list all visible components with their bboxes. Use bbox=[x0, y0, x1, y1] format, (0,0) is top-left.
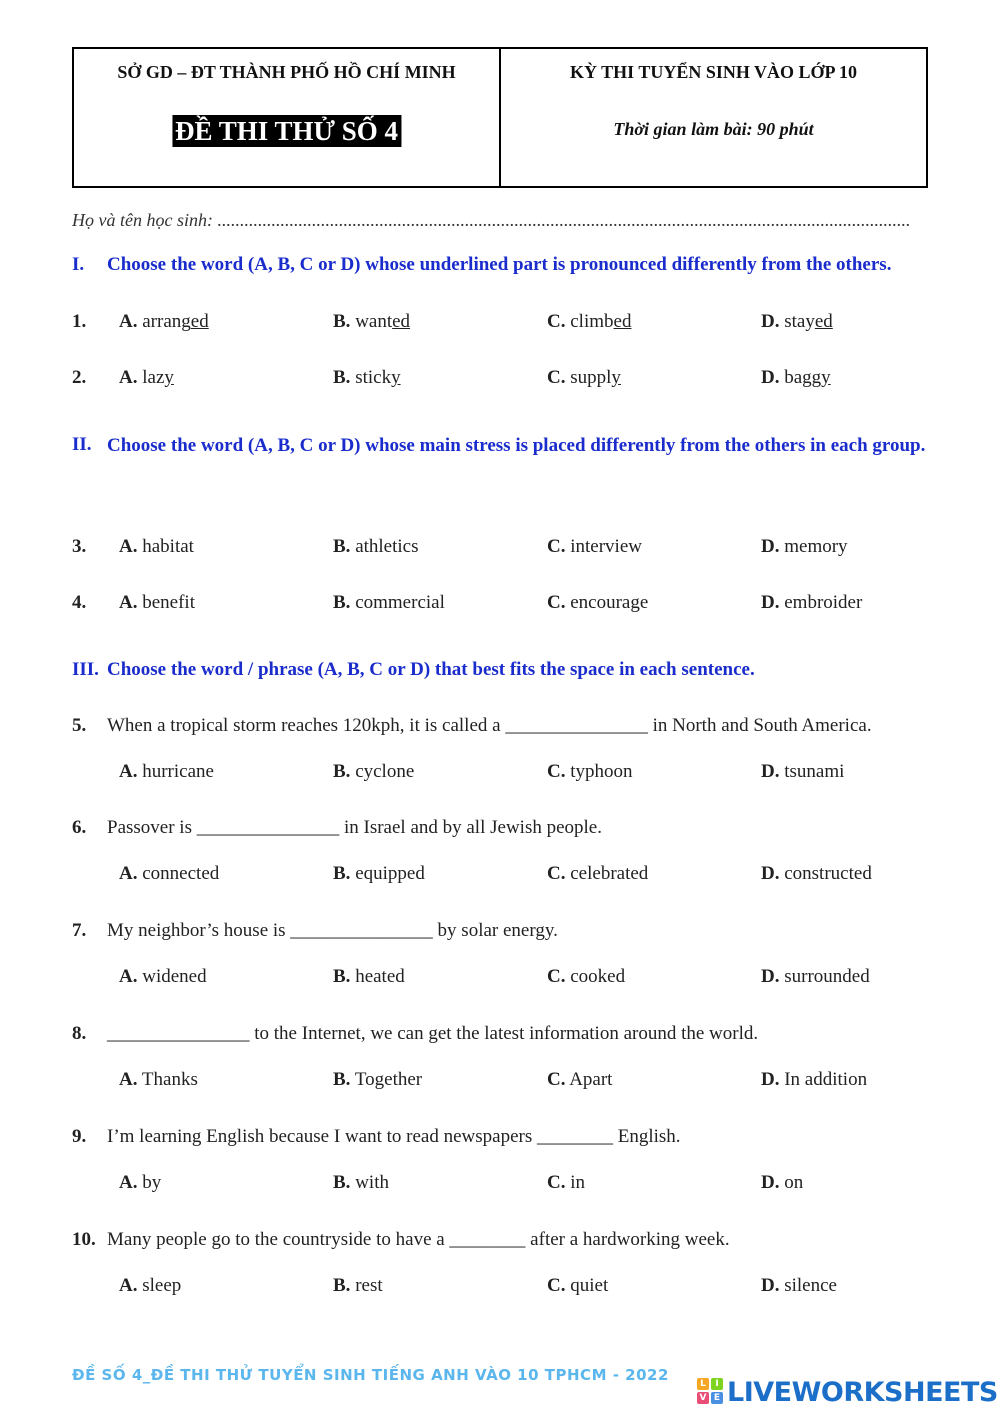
option-text: stay bbox=[784, 311, 815, 332]
option-text: memory bbox=[784, 536, 848, 557]
option-letter: C. bbox=[547, 1172, 566, 1193]
section-number: I. bbox=[72, 254, 85, 275]
option-letter: D. bbox=[761, 966, 780, 987]
question-stem: _______________ to the Internet, we can get the latest information around the world. bbox=[107, 1023, 759, 1044]
answer-option-b[interactable] bbox=[333, 966, 405, 988]
section-2-heading bbox=[72, 434, 928, 469]
exam-time: Thời gian làm bài: 90 phút bbox=[613, 119, 814, 139]
option-letter: D. bbox=[761, 536, 780, 557]
answer-option-b[interactable] bbox=[333, 1275, 383, 1297]
option-text: Thanks bbox=[141, 1069, 198, 1090]
option-letter: A. bbox=[119, 761, 138, 782]
answer-option-b[interactable] bbox=[333, 592, 445, 614]
answer-options bbox=[119, 367, 979, 391]
option-text: want bbox=[355, 311, 393, 332]
liveworksheets-logo[interactable] bbox=[697, 1376, 998, 1408]
option-letter: B. bbox=[333, 592, 351, 613]
option-text: athletics bbox=[355, 536, 419, 557]
option-text: climb bbox=[570, 311, 614, 332]
answer-options bbox=[119, 863, 979, 887]
answer-option-a[interactable] bbox=[119, 1172, 161, 1194]
option-text: stick bbox=[355, 367, 392, 388]
section-number: II. bbox=[72, 434, 92, 455]
exam-name: KỲ THI TUYỂN SINH VÀO LỚP 10 bbox=[569, 62, 858, 82]
option-underlined-part: y bbox=[391, 367, 401, 388]
question-number: 5. bbox=[72, 715, 87, 736]
answer-option-d[interactable] bbox=[761, 1275, 837, 1297]
answer-option-d[interactable] bbox=[761, 863, 872, 885]
option-letter: D. bbox=[761, 311, 780, 332]
option-letter: B. bbox=[333, 761, 351, 782]
answer-options bbox=[119, 1069, 979, 1093]
option-text: arrang bbox=[142, 311, 191, 332]
option-letter: D. bbox=[761, 592, 780, 613]
option-letter: B. bbox=[333, 1069, 351, 1090]
option-letter: D. bbox=[761, 1172, 780, 1193]
option-text: encourage bbox=[570, 592, 649, 613]
answer-option-d[interactable] bbox=[761, 536, 848, 558]
section-number: III. bbox=[72, 659, 99, 680]
option-letter: C. bbox=[547, 536, 566, 557]
answer-option-c[interactable] bbox=[547, 863, 648, 885]
answer-option-b[interactable] bbox=[333, 863, 425, 885]
option-text: hurricane bbox=[142, 761, 214, 782]
option-text: sleep bbox=[142, 1275, 182, 1296]
option-letter: C. bbox=[547, 1275, 566, 1296]
logo-text: LIVEWORKSHEETS bbox=[727, 1376, 998, 1408]
option-text: heated bbox=[355, 966, 405, 987]
option-text: embroider bbox=[784, 592, 863, 613]
answer-options bbox=[119, 1172, 979, 1196]
answer-option-b[interactable] bbox=[333, 536, 419, 558]
answer-option-c[interactable] bbox=[547, 966, 625, 988]
answer-option-d[interactable] bbox=[761, 592, 862, 614]
option-text: silence bbox=[784, 1275, 837, 1296]
option-text: benefit bbox=[142, 592, 195, 613]
answer-options bbox=[119, 311, 979, 335]
option-underlined-part: ed bbox=[190, 311, 209, 332]
option-letter: A. bbox=[119, 1172, 138, 1193]
option-text: Apart bbox=[569, 1069, 613, 1090]
answer-option-c[interactable] bbox=[547, 367, 621, 389]
question-number: 2. bbox=[72, 367, 87, 388]
option-text: In addition bbox=[784, 1069, 868, 1090]
option-letter: D. bbox=[761, 1069, 780, 1090]
answer-options bbox=[119, 536, 979, 560]
answer-options bbox=[119, 966, 979, 990]
option-text: rest bbox=[355, 1275, 383, 1296]
answer-option-a[interactable] bbox=[119, 592, 195, 614]
answer-option-d[interactable] bbox=[761, 311, 833, 333]
answer-option-d[interactable] bbox=[761, 367, 831, 389]
option-text: by bbox=[142, 1172, 162, 1193]
question-number: 1. bbox=[72, 311, 87, 332]
answer-option-b[interactable] bbox=[333, 367, 401, 389]
answer-option-a[interactable] bbox=[119, 1069, 198, 1091]
answer-option-b[interactable] bbox=[333, 1172, 389, 1194]
section-instruction: Choose the word (A, B, C or D) whose underlined part is pronounced differently from the others. bbox=[107, 254, 892, 275]
answer-options bbox=[119, 761, 979, 785]
option-letter: C. bbox=[547, 367, 566, 388]
option-letter: B. bbox=[333, 536, 351, 557]
footer-caption: ĐỀ SỐ 4_ĐỀ THI THỬ TUYỂN SINH TIẾNG ANH VÀO 10 TPHCM - 2022 bbox=[72, 1366, 669, 1384]
option-letter: B. bbox=[333, 863, 351, 884]
option-letter: C. bbox=[547, 761, 566, 782]
section-3-heading bbox=[72, 659, 928, 681]
exam-title: ĐỀ THI THỬ SỐ 4 bbox=[172, 115, 401, 147]
question-number: 8. bbox=[72, 1023, 87, 1044]
option-letter: D. bbox=[761, 1275, 780, 1296]
option-letter: D. bbox=[761, 761, 780, 782]
liveworksheets-logo-icon: L I V E bbox=[697, 1378, 725, 1406]
option-text: laz bbox=[142, 367, 165, 388]
question-number: 9. bbox=[72, 1126, 87, 1147]
option-letter: A. bbox=[119, 966, 138, 987]
answer-option-c[interactable] bbox=[547, 592, 648, 614]
option-underlined-part: y bbox=[164, 367, 174, 388]
section-instruction: Choose the word (A, B, C or D) whose main stress is placed differently from the others in each group. bbox=[107, 435, 926, 456]
answer-option-d[interactable] bbox=[761, 966, 870, 988]
header-left-cell bbox=[74, 49, 501, 186]
option-text: interview bbox=[570, 536, 642, 557]
option-text: suppl bbox=[570, 367, 612, 388]
answer-option-d[interactable] bbox=[761, 1069, 867, 1091]
option-letter: A. bbox=[119, 1275, 138, 1296]
answer-option-c[interactable] bbox=[547, 1275, 608, 1297]
option-letter: B. bbox=[333, 1275, 351, 1296]
option-text: bagg bbox=[784, 367, 822, 388]
question-number: 7. bbox=[72, 920, 87, 941]
option-text: celebrated bbox=[570, 863, 649, 884]
option-letter: B. bbox=[333, 367, 351, 388]
answer-option-b[interactable] bbox=[333, 1069, 422, 1091]
option-underlined-part: y bbox=[611, 367, 621, 388]
answer-option-c[interactable] bbox=[547, 1172, 585, 1194]
option-text: widened bbox=[142, 966, 207, 987]
answer-option-c[interactable] bbox=[547, 536, 642, 558]
option-letter: C. bbox=[547, 863, 566, 884]
option-letter: A. bbox=[119, 311, 138, 332]
option-letter: B. bbox=[333, 1172, 351, 1193]
section-1-heading bbox=[72, 254, 928, 276]
option-text: connected bbox=[142, 863, 220, 884]
option-letter: D. bbox=[761, 367, 780, 388]
question-stem: Passover is _______________ in Israel and by all Jewish people. bbox=[107, 817, 602, 838]
question-number: 6. bbox=[72, 817, 87, 838]
question-stem: My neighbor’s house is _______________ by solar energy. bbox=[107, 920, 558, 941]
option-text: surrounded bbox=[784, 966, 870, 987]
option-text: quiet bbox=[570, 1275, 609, 1296]
question-number: 3. bbox=[72, 536, 87, 557]
answer-options bbox=[119, 1275, 979, 1299]
option-letter: A. bbox=[119, 592, 138, 613]
option-text: with bbox=[355, 1172, 389, 1193]
question-stem: Many people go to the countryside to have a ________ after a hardworking week. bbox=[107, 1229, 730, 1250]
option-letter: B. bbox=[333, 311, 351, 332]
answer-option-a[interactable] bbox=[119, 536, 194, 558]
section-instruction: Choose the word / phrase (A, B, C or D) that best fits the space in each sentence. bbox=[107, 659, 755, 680]
header-right-cell bbox=[501, 49, 926, 186]
answer-options bbox=[119, 592, 979, 616]
option-underlined-part: ed bbox=[613, 311, 632, 332]
option-text: tsunami bbox=[784, 761, 845, 782]
option-letter: A. bbox=[119, 863, 138, 884]
option-underlined-part: y bbox=[821, 367, 831, 388]
answer-option-d[interactable] bbox=[761, 1172, 803, 1194]
answer-option-a[interactable] bbox=[119, 761, 214, 783]
option-text: habitat bbox=[142, 536, 194, 557]
exam-header bbox=[72, 47, 928, 188]
option-letter: A. bbox=[119, 367, 138, 388]
option-underlined-part: ed bbox=[392, 311, 411, 332]
option-text: typhoon bbox=[570, 761, 633, 782]
option-text: in bbox=[570, 1172, 586, 1193]
answer-option-a[interactable] bbox=[119, 367, 174, 389]
department-name: SỞ GD – ĐT THÀNH PHỐ HỒ CHÍ MINH bbox=[117, 62, 456, 82]
option-text: Together bbox=[354, 1069, 423, 1090]
question-number: 10. bbox=[72, 1229, 96, 1250]
option-letter: C. bbox=[547, 311, 566, 332]
answer-option-a[interactable] bbox=[119, 966, 207, 988]
option-text: commercial bbox=[355, 592, 445, 613]
answer-option-b[interactable] bbox=[333, 311, 410, 333]
answer-option-a[interactable] bbox=[119, 863, 219, 885]
question-stem: When a tropical storm reaches 120kph, it is called a _______________ in North and South America. bbox=[107, 715, 872, 736]
option-text: cooked bbox=[570, 966, 626, 987]
option-letter: C. bbox=[547, 966, 566, 987]
option-letter: A. bbox=[119, 536, 138, 557]
student-name-line: Họ và tên học sinh: .......................................................................................................................................................... bbox=[72, 210, 911, 230]
answer-option-c[interactable] bbox=[547, 761, 633, 783]
option-letter: A. bbox=[119, 1069, 138, 1090]
option-underlined-part: ed bbox=[814, 311, 833, 332]
answer-option-c[interactable] bbox=[547, 311, 631, 333]
answer-option-d[interactable] bbox=[761, 761, 844, 783]
option-letter: B. bbox=[333, 966, 351, 987]
answer-option-b[interactable] bbox=[333, 761, 414, 783]
option-letter: D. bbox=[761, 863, 780, 884]
answer-option-a[interactable] bbox=[119, 311, 209, 333]
question-stem: I’m learning English because I want to read newspapers ________ English. bbox=[107, 1126, 681, 1147]
option-text: equipped bbox=[355, 863, 425, 884]
option-letter: C. bbox=[547, 592, 566, 613]
answer-option-a[interactable] bbox=[119, 1275, 181, 1297]
option-text: on bbox=[784, 1172, 804, 1193]
option-letter: C. bbox=[547, 1069, 566, 1090]
option-text: cyclone bbox=[355, 761, 415, 782]
question-number: 4. bbox=[72, 592, 87, 613]
option-text: constructed bbox=[784, 863, 872, 884]
answer-option-c[interactable] bbox=[547, 1069, 612, 1091]
